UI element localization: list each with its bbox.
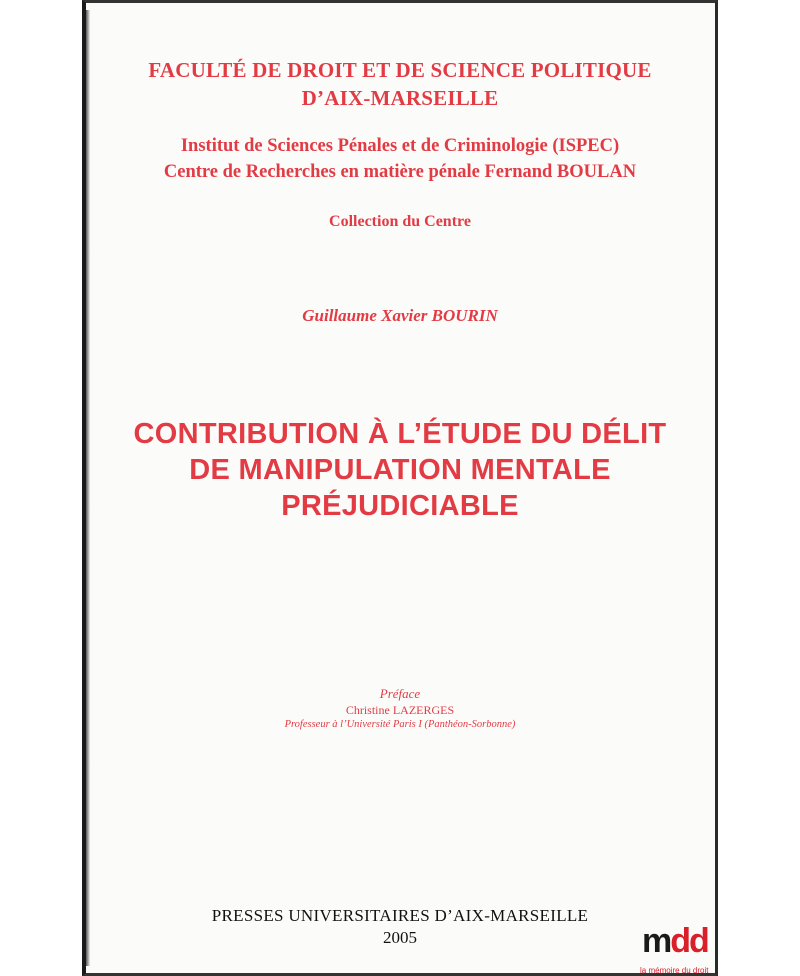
publication-year: 2005 [383, 928, 417, 947]
institute-line-2: Centre de Recherches en matière pénale Fernand BOULAN [163, 162, 637, 182]
preface-author: Christine LAZERGES [345, 703, 455, 717]
collection-label: Collection du Centre [329, 213, 471, 230]
faculty-line-2: D’AIX-MARSEILLE [301, 86, 499, 110]
logo-m: m [642, 922, 671, 960]
title-line-1: CONTRIBUTION À L’ÉTUDE DU DÉLIT [133, 418, 667, 450]
title-line-2: DE MANIPULATION MENTALE [189, 454, 611, 486]
logo-dd: dd [670, 922, 708, 960]
faculty-line-1: FACULTÉ DE DROIT ET DE SCIENCE POLITIQUE [148, 58, 652, 82]
publisher-name: PRESSES UNIVERSITAIRES D’AIX-MARSEILLE [211, 906, 589, 925]
title-line-3: PRÉJUDICIABLE [281, 490, 519, 522]
logo-tagline: la mémoire du droit [640, 966, 709, 975]
author-name: Guillaume Xavier BOURIN [302, 306, 498, 325]
mdd-logo [642, 922, 708, 961]
preface-label: Préface [379, 686, 421, 701]
preface-author-role: Professeur à l’Université Paris I (Panthéon-Sorbonne) [284, 719, 516, 730]
institute-line-1: Institut de Sciences Pénales et de Criminologie (ISPEC) [180, 136, 620, 156]
